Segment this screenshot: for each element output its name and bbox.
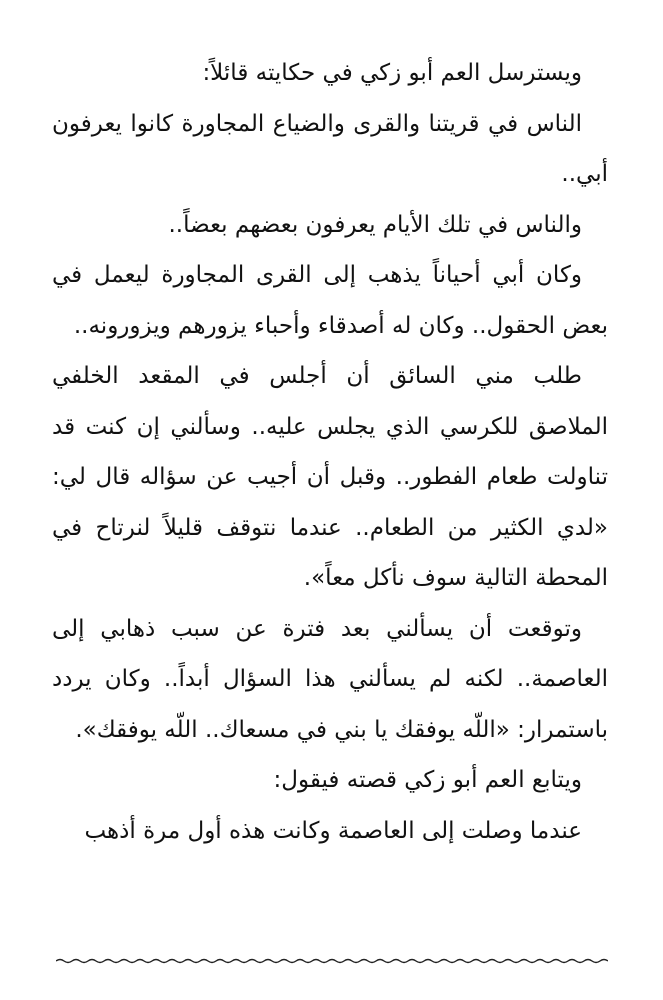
- wavy-divider-line: [56, 955, 608, 967]
- paragraph-7: ويتابع العم أبو زكي قصته فيقول:: [273, 767, 582, 793]
- paragraph-5: طلب مني السائق أن أجلس في المقعد الخلفي الملاصق للكرسي الذي يجلس عليه.. وسألني إن كنت قد تناولت طعام الفطور.. وقبل أن أجيب عن سؤاله قال لي: «لدي الكثير من الطعام.. عندما نتوقف قليلاً لنرتاح في المحطة التالية سوف نأكل معاً».: [52, 363, 608, 591]
- paragraph-3: والناس في تلك الأيام يعرفون بعضهم بعضاً..: [168, 211, 582, 238]
- book-page-text: [52, 48, 608, 856]
- paragraph-4: وكان أبي أحياناً يذهب إلى القرى المجاورة ليعمل في بعض الحقول.. وكان له أصدقاء وأحباء يزورهم ويزورونه..: [52, 262, 608, 339]
- paragraph-1: ويسترسل العم أبو زكي في حكايته قائلاً:: [202, 60, 582, 86]
- paragraph-8: عندما وصلت إلى العاصمة وكانت هذه أول مرة أذهب: [84, 817, 582, 844]
- paragraph-6: وتوقعت أن يسألني بعد فترة عن سبب ذهابي إلى العاصمة.. لكنه لم يسألني هذا السؤال أبداً.. وكان يردد باستمرار: «اللّه يوفقك يا بني في مسعاك.. اللّه يوفقك».: [52, 615, 608, 743]
- paragraph-2: الناس في قريتنا والقرى والضياع المجاورة كانوا يعرفون أبي..: [52, 110, 608, 187]
